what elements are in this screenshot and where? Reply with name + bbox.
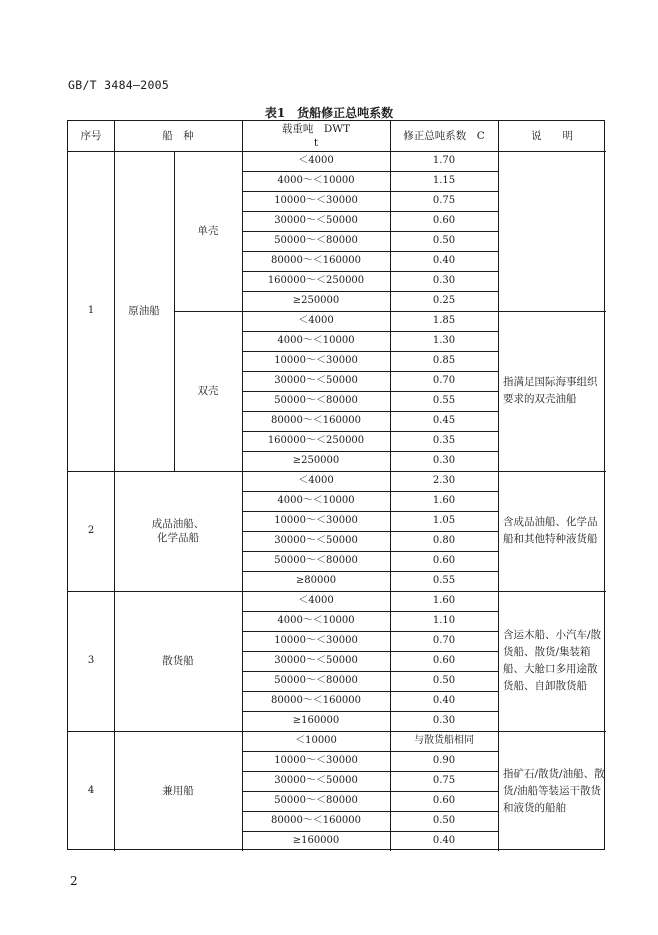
- dwt-range: 50000～＜80000: [274, 235, 358, 246]
- dwt-range: 80000～＜160000: [271, 255, 361, 266]
- dwt-range: 10000～＜30000: [274, 355, 358, 366]
- coefficient-value: 0.35: [432, 435, 456, 446]
- ship-type-label: 成品油船、 化学品船: [151, 518, 205, 544]
- coefficient-value: 0.75: [432, 775, 456, 786]
- seq-number: 3: [87, 655, 95, 666]
- dwt-range: 10000～＜30000: [274, 515, 358, 526]
- coefficient-value: 1.60: [432, 595, 456, 606]
- dwt-range: 50000～＜80000: [274, 795, 358, 806]
- dwt-range: 160000～＜250000: [267, 275, 365, 286]
- coefficient-value: 1.85: [432, 315, 456, 326]
- seq-number: 1: [87, 305, 95, 316]
- coefficient-value: 1.60: [432, 495, 456, 506]
- coefficient-value: 0.60: [432, 555, 456, 566]
- page-number: 2: [70, 874, 78, 888]
- dwt-range: ≥80000: [295, 575, 337, 586]
- coefficient-value: 0.80: [432, 535, 456, 546]
- coefficient-value: 0.45: [432, 415, 456, 426]
- coefficient-value: 2.30: [432, 475, 456, 486]
- dwt-range: ＜4000: [298, 595, 334, 606]
- dwt-range: 30000～＜50000: [274, 375, 358, 386]
- coefficient-value: 0.60: [432, 795, 456, 806]
- coefficient-value: 0.40: [432, 835, 456, 846]
- dwt-range: ＜4000: [298, 155, 334, 166]
- dwt-range: 10000～＜30000: [274, 195, 358, 206]
- dwt-range: 30000～＜50000: [274, 535, 358, 546]
- coefficient-value: 0.50: [432, 815, 456, 826]
- coefficient-value: 1.70: [432, 155, 456, 166]
- header-seq: 序号: [80, 130, 102, 142]
- coefficient-value: 1.05: [432, 515, 456, 526]
- dwt-range: 4000～＜10000: [277, 615, 355, 626]
- dwt-range: ＜10000: [295, 735, 337, 746]
- seq-number: 4: [87, 785, 95, 796]
- dwt-range: 80000～＜160000: [271, 695, 361, 706]
- ship-type-label: 原油船: [128, 305, 160, 317]
- coefficient-value: 0.40: [432, 255, 456, 266]
- coefficient-value: 1.30: [432, 335, 456, 346]
- dwt-range: 10000～＜30000: [274, 635, 358, 646]
- coefficient-value: 0.75: [432, 195, 456, 206]
- coefficient-value: 0.60: [432, 655, 456, 666]
- note-text: 含运木船、小汽车/散货船、散货/集装箱船、大舱口多用途散货船、自卸散货船: [503, 629, 602, 692]
- dwt-range: 160000～＜250000: [267, 435, 365, 446]
- dwt-range: 50000～＜80000: [274, 555, 358, 566]
- note-text: [498, 151, 606, 311]
- coefficient-value: 0.60: [432, 215, 456, 226]
- ship-type-label: 散货船: [162, 655, 194, 667]
- coefficient-value: 0.30: [432, 455, 456, 466]
- header-ship-type: 船 种: [162, 130, 194, 142]
- ship-type-label: 兼用船: [162, 785, 194, 797]
- dwt-range: 10000～＜30000: [274, 755, 358, 766]
- dwt-range: ≥250000: [292, 295, 340, 306]
- seq-number: 2: [87, 525, 95, 536]
- coefficient-value: 1.15: [432, 175, 456, 186]
- coefficient-value: 0.70: [432, 635, 456, 646]
- dwt-range: 30000～＜50000: [274, 215, 358, 226]
- dwt-range: 50000～＜80000: [274, 395, 358, 406]
- hull-type-label: 单壳: [197, 225, 219, 237]
- coefficient-value: 0.70: [432, 375, 456, 386]
- coefficient-value: 0.30: [432, 275, 456, 286]
- coefficient-value: 1.10: [432, 615, 456, 626]
- dwt-range: ＜4000: [298, 315, 334, 326]
- coefficient-value: 0.50: [432, 235, 456, 246]
- dwt-range: 80000～＜160000: [271, 815, 361, 826]
- dwt-range: 4000～＜10000: [277, 335, 355, 346]
- coefficient-table: [67, 120, 605, 850]
- dwt-range: 50000～＜80000: [274, 675, 358, 686]
- dwt-range: 4000～＜10000: [277, 495, 355, 506]
- dwt-range: 30000～＜50000: [274, 655, 358, 666]
- dwt-range: 80000～＜160000: [271, 415, 361, 426]
- header-dwt: 载重吨 DWT t: [281, 123, 351, 149]
- note-text: 含成品油船、化学品船和其他特种液货船: [503, 516, 598, 545]
- dwt-range: ≥160000: [292, 715, 340, 726]
- note-text: 指矿石/散货/油船、散货/油船等装运干散货和液货的船舶: [503, 767, 605, 814]
- document-code: GB/T 3484—2005: [68, 78, 170, 92]
- coefficient-value: 与散货船相同: [414, 735, 474, 746]
- dwt-range: ≥250000: [292, 455, 340, 466]
- header-notes: 说 明: [531, 130, 573, 142]
- hull-type-label: 双壳: [197, 385, 219, 397]
- dwt-range: 30000～＜50000: [274, 775, 358, 786]
- coefficient-value: 0.85: [432, 355, 456, 366]
- coefficient-value: 0.50: [432, 675, 456, 686]
- dwt-range: 4000～＜10000: [277, 175, 355, 186]
- dwt-range: ≥160000: [292, 835, 340, 846]
- table-caption: 表1 货船修正总吨系数: [264, 106, 394, 120]
- header-coefficient: 修正总吨系数 C: [403, 130, 485, 142]
- coefficient-value: 0.30: [432, 715, 456, 726]
- dwt-range: ＜4000: [298, 475, 334, 486]
- coefficient-value: 0.55: [432, 395, 456, 406]
- table-rule: [174, 151, 175, 471]
- coefficient-value: 0.25: [432, 295, 456, 306]
- coefficient-value: 0.55: [432, 575, 456, 586]
- coefficient-value: 0.90: [432, 755, 456, 766]
- coefficient-value: 0.40: [432, 695, 456, 706]
- note-text: 指满足国际海事组织要求的双壳油船: [503, 376, 598, 405]
